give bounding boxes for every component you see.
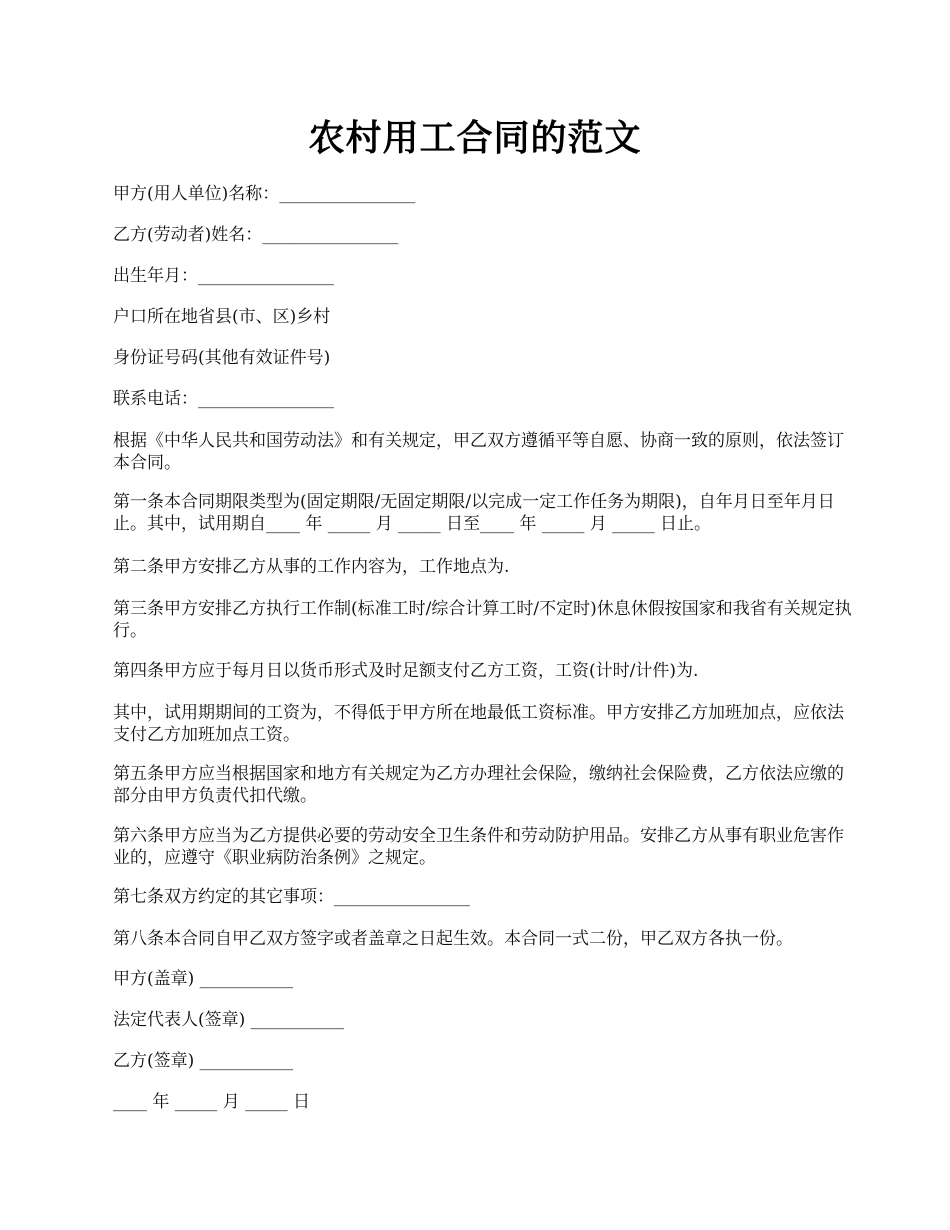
- party-b-signature: 乙方(签章) ___________: [113, 1051, 294, 1071]
- article-8: 第八条本合同自甲乙双方签字或者盖章之日起生效。本合同一式二份，甲乙双方各执一份。: [113, 929, 793, 949]
- household-registration: 户口所在地省县(市、区)乡村: [113, 307, 331, 327]
- legal-representative-signature: 法定代表人(签章) ___________: [113, 1010, 345, 1030]
- party-a-seal: 甲方(盖章) ___________: [113, 969, 294, 989]
- birth-date: 出生年月：________________: [113, 266, 334, 286]
- document-title: 农村用工合同的范文: [308, 117, 642, 159]
- article-5: 第五条甲方应当根据国家和地方有关规定为乙方办理社会保险，缴纳社会保险费，乙方依法应缴的部分由甲方负责代扣代缴。: [113, 764, 844, 806]
- article-1: 第一条本合同期限类型为(固定期限/无固定期限/以完成一定工作任务为期限)，自年月日至年月日止。其中，试用期自____ 年 _____ 月 _____ 日至____ 年 _____ 月 _____ 日止。: [113, 492, 835, 534]
- article-6: 第六条甲方应当为乙方提供必要的劳动安全卫生条件和劳动防护用品。安排乙方从事有职业危害作业的，应遵守《职业病防治条例》之规定。: [113, 826, 844, 868]
- preamble: 根据《中华人民共和国劳动法》和有关规定，甲乙双方遵循平等自愿、协商一致的原则，依法签订本合同。: [113, 431, 844, 473]
- article-4: 第四条甲方应于每月日以货币形式及时足额支付乙方工资，工资(计时/计件)为.: [113, 661, 699, 681]
- article-3: 第三条甲方安排乙方执行工作制(标准工时/综合计算工时/不定时)休息休假按国家和我省有关规定执行。: [113, 599, 852, 641]
- id-number: 身份证号码(其他有效证件号): [113, 348, 331, 368]
- party-b-name: 乙方(劳动者)姓名：________________: [113, 225, 399, 245]
- signing-date: ____ 年 _____ 月 _____ 日: [113, 1092, 311, 1112]
- article-2: 第二条甲方安排乙方从事的工作内容为，工作地点为.: [113, 557, 510, 577]
- article-7: 第七条双方约定的其它事项：________________: [113, 887, 470, 907]
- party-a-name: 甲方(用人单位)名称：________________: [113, 184, 416, 204]
- contact-phone: 联系电话：________________: [113, 389, 334, 409]
- article-4-continued: 其中，试用期期间的工资为，不得低于甲方所在地最低工资标准。甲方安排乙方加班加点，应依法支付乙方加班加点工资。: [113, 703, 844, 745]
